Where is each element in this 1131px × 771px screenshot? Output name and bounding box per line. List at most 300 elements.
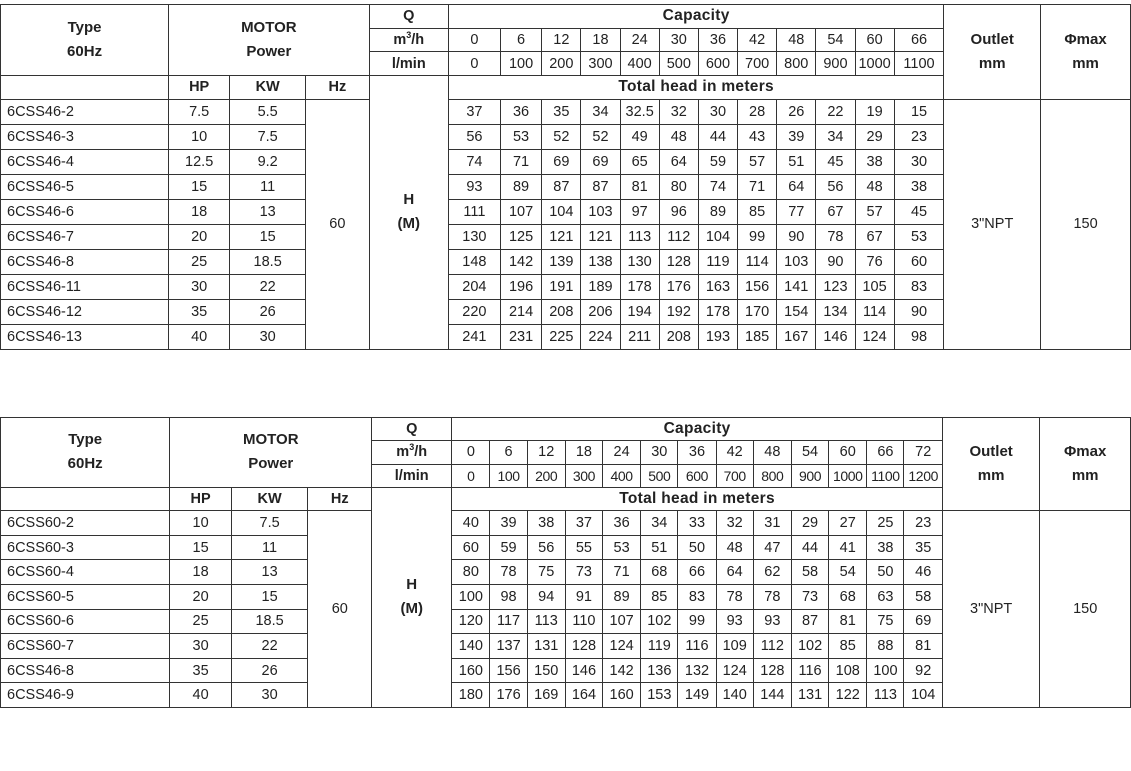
- flow-lmin-cell: 1200: [904, 464, 942, 487]
- m-unit-label: (M): [397, 215, 421, 233]
- phimax-label: Φmax: [1064, 30, 1107, 48]
- head-cell: 110: [565, 609, 602, 634]
- head-cell: 103: [581, 199, 620, 224]
- m3h-unit-base: m: [393, 32, 407, 49]
- kw-header: KW: [231, 487, 308, 510]
- hz-header: Hz: [306, 76, 369, 100]
- head-cell: 87: [791, 609, 828, 634]
- head-cell: 38: [527, 511, 565, 536]
- lmin-unit-label: l/min: [369, 52, 448, 76]
- type-header: [1, 418, 170, 488]
- head-cell: 180: [452, 683, 490, 708]
- head-cell: 196: [500, 274, 541, 299]
- head-cell: 36: [602, 511, 640, 536]
- kw-cell: 26: [230, 299, 306, 324]
- head-cell: 58: [904, 584, 942, 609]
- head-cell: 64: [777, 174, 816, 199]
- type-label: Type: [68, 431, 103, 449]
- head-cell: 146: [565, 658, 602, 683]
- head-cell: 111: [449, 199, 501, 224]
- head-cell: 123: [816, 274, 855, 299]
- head-cell: 160: [602, 683, 640, 708]
- head-cell: 93: [449, 174, 501, 199]
- head-cell: 87: [581, 174, 620, 199]
- flow-m3h-cell: 54: [816, 28, 855, 52]
- head-cell: 128: [659, 249, 698, 274]
- head-cell: 74: [698, 174, 737, 199]
- head-cell: 52: [581, 124, 620, 149]
- head-cell: 146: [816, 324, 855, 349]
- head-cell: 112: [753, 634, 791, 659]
- outlet-header: [942, 418, 1039, 511]
- head-cell: 96: [659, 199, 698, 224]
- head-cell: 78: [816, 224, 855, 249]
- head-cell: 138: [581, 249, 620, 274]
- head-cell: 29: [855, 124, 894, 149]
- flow-m3h-cell: 36: [678, 441, 716, 464]
- head-cell: 131: [527, 634, 565, 659]
- hz-header: Hz: [308, 487, 372, 510]
- head-cell: 48: [659, 124, 698, 149]
- flow-m3h-cell: 48: [777, 28, 816, 52]
- pump-spec-table-6css60: [0, 417, 1131, 708]
- flow-lmin-cell: 900: [791, 464, 828, 487]
- head-cell: 105: [855, 274, 894, 299]
- flow-lmin-cell: 900: [816, 52, 855, 76]
- head-cell: 98: [490, 584, 527, 609]
- head-cell: 48: [716, 535, 753, 560]
- head-cell: 185: [738, 324, 777, 349]
- head-cell: 31: [753, 511, 791, 536]
- hp-cell: 10: [169, 124, 230, 149]
- outlet-label: Outlet: [969, 443, 1013, 461]
- kw-cell: 5.5: [230, 99, 306, 124]
- phimax-header: [1041, 5, 1131, 100]
- head-cell: 97: [620, 199, 659, 224]
- flow-lmin-cell: 200: [542, 52, 581, 76]
- head-cell: 40: [452, 511, 490, 536]
- model-cell: 6CSS46-3: [1, 124, 169, 149]
- hp-cell: 12.5: [169, 149, 230, 174]
- head-cell: 124: [602, 634, 640, 659]
- pump-spec-table-6css46: [0, 4, 1131, 350]
- head-cell: 66: [678, 560, 716, 585]
- head-cell: 63: [867, 584, 904, 609]
- head-cell: 208: [542, 299, 581, 324]
- head-cell: 128: [565, 634, 602, 659]
- head-cell: 103: [777, 249, 816, 274]
- q-header: Q: [372, 418, 452, 441]
- flow-lmin-cell: 500: [659, 52, 698, 76]
- head-cell: 139: [542, 249, 581, 274]
- head-cell: 124: [855, 324, 894, 349]
- flow-lmin-cell: 1000: [855, 52, 894, 76]
- kw-cell: 15: [230, 224, 306, 249]
- head-cell: 142: [500, 249, 541, 274]
- head-cell: 120: [452, 609, 490, 634]
- model-cell: 6CSS46-9: [1, 683, 170, 708]
- h-label: H: [406, 576, 418, 594]
- kw-cell: 22: [230, 274, 306, 299]
- head-cell: 104: [542, 199, 581, 224]
- head-cell: 44: [698, 124, 737, 149]
- head-cell: 113: [527, 609, 565, 634]
- head-cell: 116: [791, 658, 828, 683]
- m3h-unit-tail: /h: [411, 32, 425, 49]
- hp-cell: 40: [170, 683, 231, 708]
- head-cell: 83: [678, 584, 716, 609]
- kw-cell: 30: [231, 683, 308, 708]
- head-cell: 214: [500, 299, 541, 324]
- blank-cell: [1, 487, 170, 510]
- model-cell: 6CSS46-6: [1, 199, 169, 224]
- head-cell: 100: [867, 658, 904, 683]
- head-cell: 109: [716, 634, 753, 659]
- head-cell: 102: [791, 634, 828, 659]
- model-cell: 6CSS46-5: [1, 174, 169, 199]
- head-cell: 25: [867, 511, 904, 536]
- head-cell: 52: [542, 124, 581, 149]
- head-cell: 81: [829, 609, 867, 634]
- hp-cell: 18: [169, 199, 230, 224]
- m-unit-label: (M): [400, 600, 423, 618]
- head-cell: 76: [855, 249, 894, 274]
- kw-header: KW: [230, 76, 306, 100]
- head-cell: 176: [490, 683, 527, 708]
- head-cell: 104: [698, 224, 737, 249]
- head-cell: 83: [894, 274, 944, 299]
- head-cell: 160: [452, 658, 490, 683]
- head-cell: 90: [777, 224, 816, 249]
- head-cell: 80: [452, 560, 490, 585]
- head-cell: 178: [620, 274, 659, 299]
- head-cell: 27: [829, 511, 867, 536]
- head-cell: 89: [500, 174, 541, 199]
- h-m-label: [369, 76, 448, 350]
- capacity-header: Capacity: [452, 418, 943, 441]
- flow-lmin-cell: 500: [641, 464, 678, 487]
- head-cell: 37: [565, 511, 602, 536]
- frequency-label: 60Hz: [67, 43, 103, 61]
- head-cell: 71: [500, 149, 541, 174]
- head-cell: 189: [581, 274, 620, 299]
- m3h-unit-base: m: [396, 444, 410, 461]
- model-cell: 6CSS46-11: [1, 274, 169, 299]
- flow-m3h-cell: 36: [698, 28, 737, 52]
- kw-cell: 22: [231, 634, 308, 659]
- head-cell: 90: [894, 299, 944, 324]
- head-cell: 53: [602, 535, 640, 560]
- flow-m3h-cell: 24: [602, 441, 640, 464]
- head-cell: 51: [777, 149, 816, 174]
- head-cell: 73: [565, 560, 602, 585]
- head-cell: 220: [449, 299, 501, 324]
- head-cell: 29: [791, 511, 828, 536]
- head-cell: 85: [738, 199, 777, 224]
- head-cell: 35: [542, 99, 581, 124]
- head-cell: 137: [490, 634, 527, 659]
- h-m-label: [372, 487, 452, 707]
- table-row: [1, 99, 1131, 124]
- head-cell: 99: [738, 224, 777, 249]
- head-cell: 73: [791, 584, 828, 609]
- head-cell: 113: [867, 683, 904, 708]
- flow-m3h-cell: 24: [620, 28, 659, 52]
- hp-cell: 7.5: [169, 99, 230, 124]
- head-cell: 89: [698, 199, 737, 224]
- head-cell: 130: [620, 249, 659, 274]
- m3h-unit-superscript: 3: [409, 442, 415, 453]
- head-cell: 65: [620, 149, 659, 174]
- flow-m3h-cell: 12: [527, 441, 565, 464]
- head-cell: 176: [659, 274, 698, 299]
- flow-m3h-cell: 0: [452, 441, 490, 464]
- head-cell: 28: [738, 99, 777, 124]
- hp-cell: 20: [170, 584, 231, 609]
- head-cell: 45: [894, 199, 944, 224]
- head-cell: 34: [581, 99, 620, 124]
- model-cell: 6CSS60-5: [1, 584, 170, 609]
- head-cell: 149: [678, 683, 716, 708]
- head-cell: 142: [602, 658, 640, 683]
- head-cell: 39: [490, 511, 527, 536]
- head-cell: 107: [602, 609, 640, 634]
- head-cell: 231: [500, 324, 541, 349]
- flow-lmin-cell: 800: [777, 52, 816, 76]
- head-cell: 78: [753, 584, 791, 609]
- flow-m3h-cell: 0: [449, 28, 501, 52]
- outlet-unit: mm: [977, 467, 1005, 485]
- hp-cell: 15: [169, 174, 230, 199]
- flow-m3h-cell: 6: [490, 441, 527, 464]
- flow-m3h-cell: 66: [867, 441, 904, 464]
- capacity-header: Capacity: [449, 5, 944, 29]
- flow-m3h-cell: 6: [500, 28, 541, 52]
- flow-lmin-cell: 800: [753, 464, 791, 487]
- model-cell: 6CSS60-4: [1, 560, 170, 585]
- outlet-label: Outlet: [970, 30, 1014, 48]
- head-cell: 69: [581, 149, 620, 174]
- model-cell: 6CSS60-3: [1, 535, 170, 560]
- head-cell: 225: [542, 324, 581, 349]
- head-cell: 59: [698, 149, 737, 174]
- head-cell: 241: [449, 324, 501, 349]
- head-cell: 178: [698, 299, 737, 324]
- head-cell: 30: [894, 149, 944, 174]
- power-label: Power: [248, 455, 294, 473]
- hz-value-cell: 60: [308, 511, 372, 708]
- head-cell: 156: [738, 274, 777, 299]
- head-cell: 116: [678, 634, 716, 659]
- head-cell: 163: [698, 274, 737, 299]
- q-header: Q: [369, 5, 448, 29]
- head-cell: 30: [698, 99, 737, 124]
- head-cell: 32.5: [620, 99, 659, 124]
- flow-lmin-cell: 600: [698, 52, 737, 76]
- head-cell: 71: [602, 560, 640, 585]
- flow-lmin-cell: 400: [602, 464, 640, 487]
- head-cell: 140: [452, 634, 490, 659]
- head-cell: 119: [641, 634, 678, 659]
- hp-cell: 20: [169, 224, 230, 249]
- kw-cell: 18.5: [230, 249, 306, 274]
- head-cell: 50: [867, 560, 904, 585]
- kw-cell: 13: [230, 199, 306, 224]
- kw-cell: 7.5: [230, 124, 306, 149]
- m3h-unit-tail: /h: [414, 444, 428, 461]
- flow-m3h-cell: 42: [716, 441, 753, 464]
- model-cell: 6CSS46-8: [1, 658, 170, 683]
- lmin-unit-label: l/min: [372, 464, 452, 487]
- head-cell: 125: [500, 224, 541, 249]
- head-cell: 89: [602, 584, 640, 609]
- head-cell: 32: [659, 99, 698, 124]
- flow-m3h-cell: 30: [641, 441, 678, 464]
- head-cell: 77: [777, 199, 816, 224]
- flow-lmin-cell: 100: [490, 464, 527, 487]
- head-cell: 32: [716, 511, 753, 536]
- phimax-label: Φmax: [1064, 443, 1107, 461]
- head-cell: 81: [620, 174, 659, 199]
- head-cell: 58: [791, 560, 828, 585]
- head-cell: 56: [527, 535, 565, 560]
- flow-lmin-cell: 0: [452, 464, 490, 487]
- flow-lmin-cell: 400: [620, 52, 659, 76]
- m3h-unit-superscript: 3: [406, 30, 412, 41]
- flow-m3h-cell: 54: [791, 441, 828, 464]
- head-cell: 92: [904, 658, 942, 683]
- head-cell: 128: [753, 658, 791, 683]
- hz-value-cell: 60: [306, 99, 369, 349]
- outlet-value-cell: 3"NPT: [944, 99, 1041, 349]
- motor-label: MOTOR: [242, 431, 299, 449]
- head-cell: 43: [738, 124, 777, 149]
- head-cell: 102: [641, 609, 678, 634]
- head-cell: 112: [659, 224, 698, 249]
- head-cell: 91: [565, 584, 602, 609]
- flow-lmin-cell: 0: [449, 52, 501, 76]
- flow-m3h-cell: 12: [542, 28, 581, 52]
- head-cell: 140: [716, 683, 753, 708]
- head-cell: 71: [738, 174, 777, 199]
- hp-cell: 10: [170, 511, 231, 536]
- head-cell: 50: [678, 535, 716, 560]
- flow-m3h-cell: 30: [659, 28, 698, 52]
- kw-cell: 18.5: [231, 609, 308, 634]
- motor-power-header: [169, 5, 369, 76]
- head-cell: 68: [641, 560, 678, 585]
- head-cell: 22: [816, 99, 855, 124]
- head-cell: 208: [659, 324, 698, 349]
- head-cell: 67: [855, 224, 894, 249]
- head-cell: 41: [829, 535, 867, 560]
- hp-cell: 35: [170, 658, 231, 683]
- head-cell: 136: [641, 658, 678, 683]
- head-cell: 23: [904, 511, 942, 536]
- head-cell: 156: [490, 658, 527, 683]
- flow-lmin-cell: 300: [581, 52, 620, 76]
- head-cell: 131: [791, 683, 828, 708]
- head-cell: 153: [641, 683, 678, 708]
- head-cell: 64: [716, 560, 753, 585]
- power-label: Power: [246, 43, 292, 61]
- head-cell: 144: [753, 683, 791, 708]
- head-cell: 56: [816, 174, 855, 199]
- type-header: [1, 5, 169, 76]
- kw-cell: 11: [231, 535, 308, 560]
- hp-header: HP: [169, 76, 230, 100]
- phimax-unit: mm: [1071, 467, 1099, 485]
- head-cell: 122: [829, 683, 867, 708]
- head-cell: 37: [449, 99, 501, 124]
- motor-label: MOTOR: [241, 19, 297, 37]
- head-cell: 114: [855, 299, 894, 324]
- head-cell: 99: [678, 609, 716, 634]
- h-label: H: [403, 191, 415, 209]
- flow-lmin-cell: 300: [565, 464, 602, 487]
- head-cell: 69: [904, 609, 942, 634]
- head-cell: 23: [894, 124, 944, 149]
- head-cell: 121: [581, 224, 620, 249]
- head-cell: 74: [449, 149, 501, 174]
- head-cell: 87: [542, 174, 581, 199]
- head-cell: 38: [894, 174, 944, 199]
- head-cell: 34: [641, 511, 678, 536]
- head-cell: 117: [490, 609, 527, 634]
- model-cell: 6CSS46-12: [1, 299, 169, 324]
- model-cell: 6CSS46-4: [1, 149, 169, 174]
- head-cell: 148: [449, 249, 501, 274]
- head-cell: 56: [449, 124, 501, 149]
- model-cell: 6CSS46-7: [1, 224, 169, 249]
- flow-m3h-cell: 42: [738, 28, 777, 52]
- head-cell: 204: [449, 274, 501, 299]
- head-cell: 81: [904, 634, 942, 659]
- model-cell: 6CSS60-7: [1, 634, 170, 659]
- total-head-header: Total head in meters: [452, 487, 943, 510]
- model-cell: 6CSS60-2: [1, 511, 170, 536]
- head-cell: 94: [527, 584, 565, 609]
- head-cell: 114: [738, 249, 777, 274]
- head-cell: 206: [581, 299, 620, 324]
- hp-cell: 35: [169, 299, 230, 324]
- head-cell: 108: [829, 658, 867, 683]
- head-cell: 57: [855, 199, 894, 224]
- head-cell: 192: [659, 299, 698, 324]
- hp-header: HP: [170, 487, 231, 510]
- head-cell: 224: [581, 324, 620, 349]
- flow-m3h-cell: 18: [565, 441, 602, 464]
- flow-lmin-cell: 1100: [867, 464, 904, 487]
- head-cell: 85: [641, 584, 678, 609]
- phimax-unit: mm: [1072, 54, 1099, 72]
- flow-lmin-cell: 1100: [894, 52, 944, 76]
- head-cell: 55: [565, 535, 602, 560]
- head-cell: 141: [777, 274, 816, 299]
- head-cell: 60: [894, 249, 944, 274]
- head-cell: 67: [816, 199, 855, 224]
- flow-lmin-cell: 700: [716, 464, 753, 487]
- kw-cell: 9.2: [230, 149, 306, 174]
- flow-lmin-cell: 700: [738, 52, 777, 76]
- head-cell: 47: [753, 535, 791, 560]
- head-cell: 45: [816, 149, 855, 174]
- head-cell: 98: [894, 324, 944, 349]
- hp-cell: 18: [170, 560, 231, 585]
- head-cell: 36: [500, 99, 541, 124]
- m3h-unit-label: [372, 441, 452, 464]
- frequency-label: 60Hz: [67, 455, 103, 473]
